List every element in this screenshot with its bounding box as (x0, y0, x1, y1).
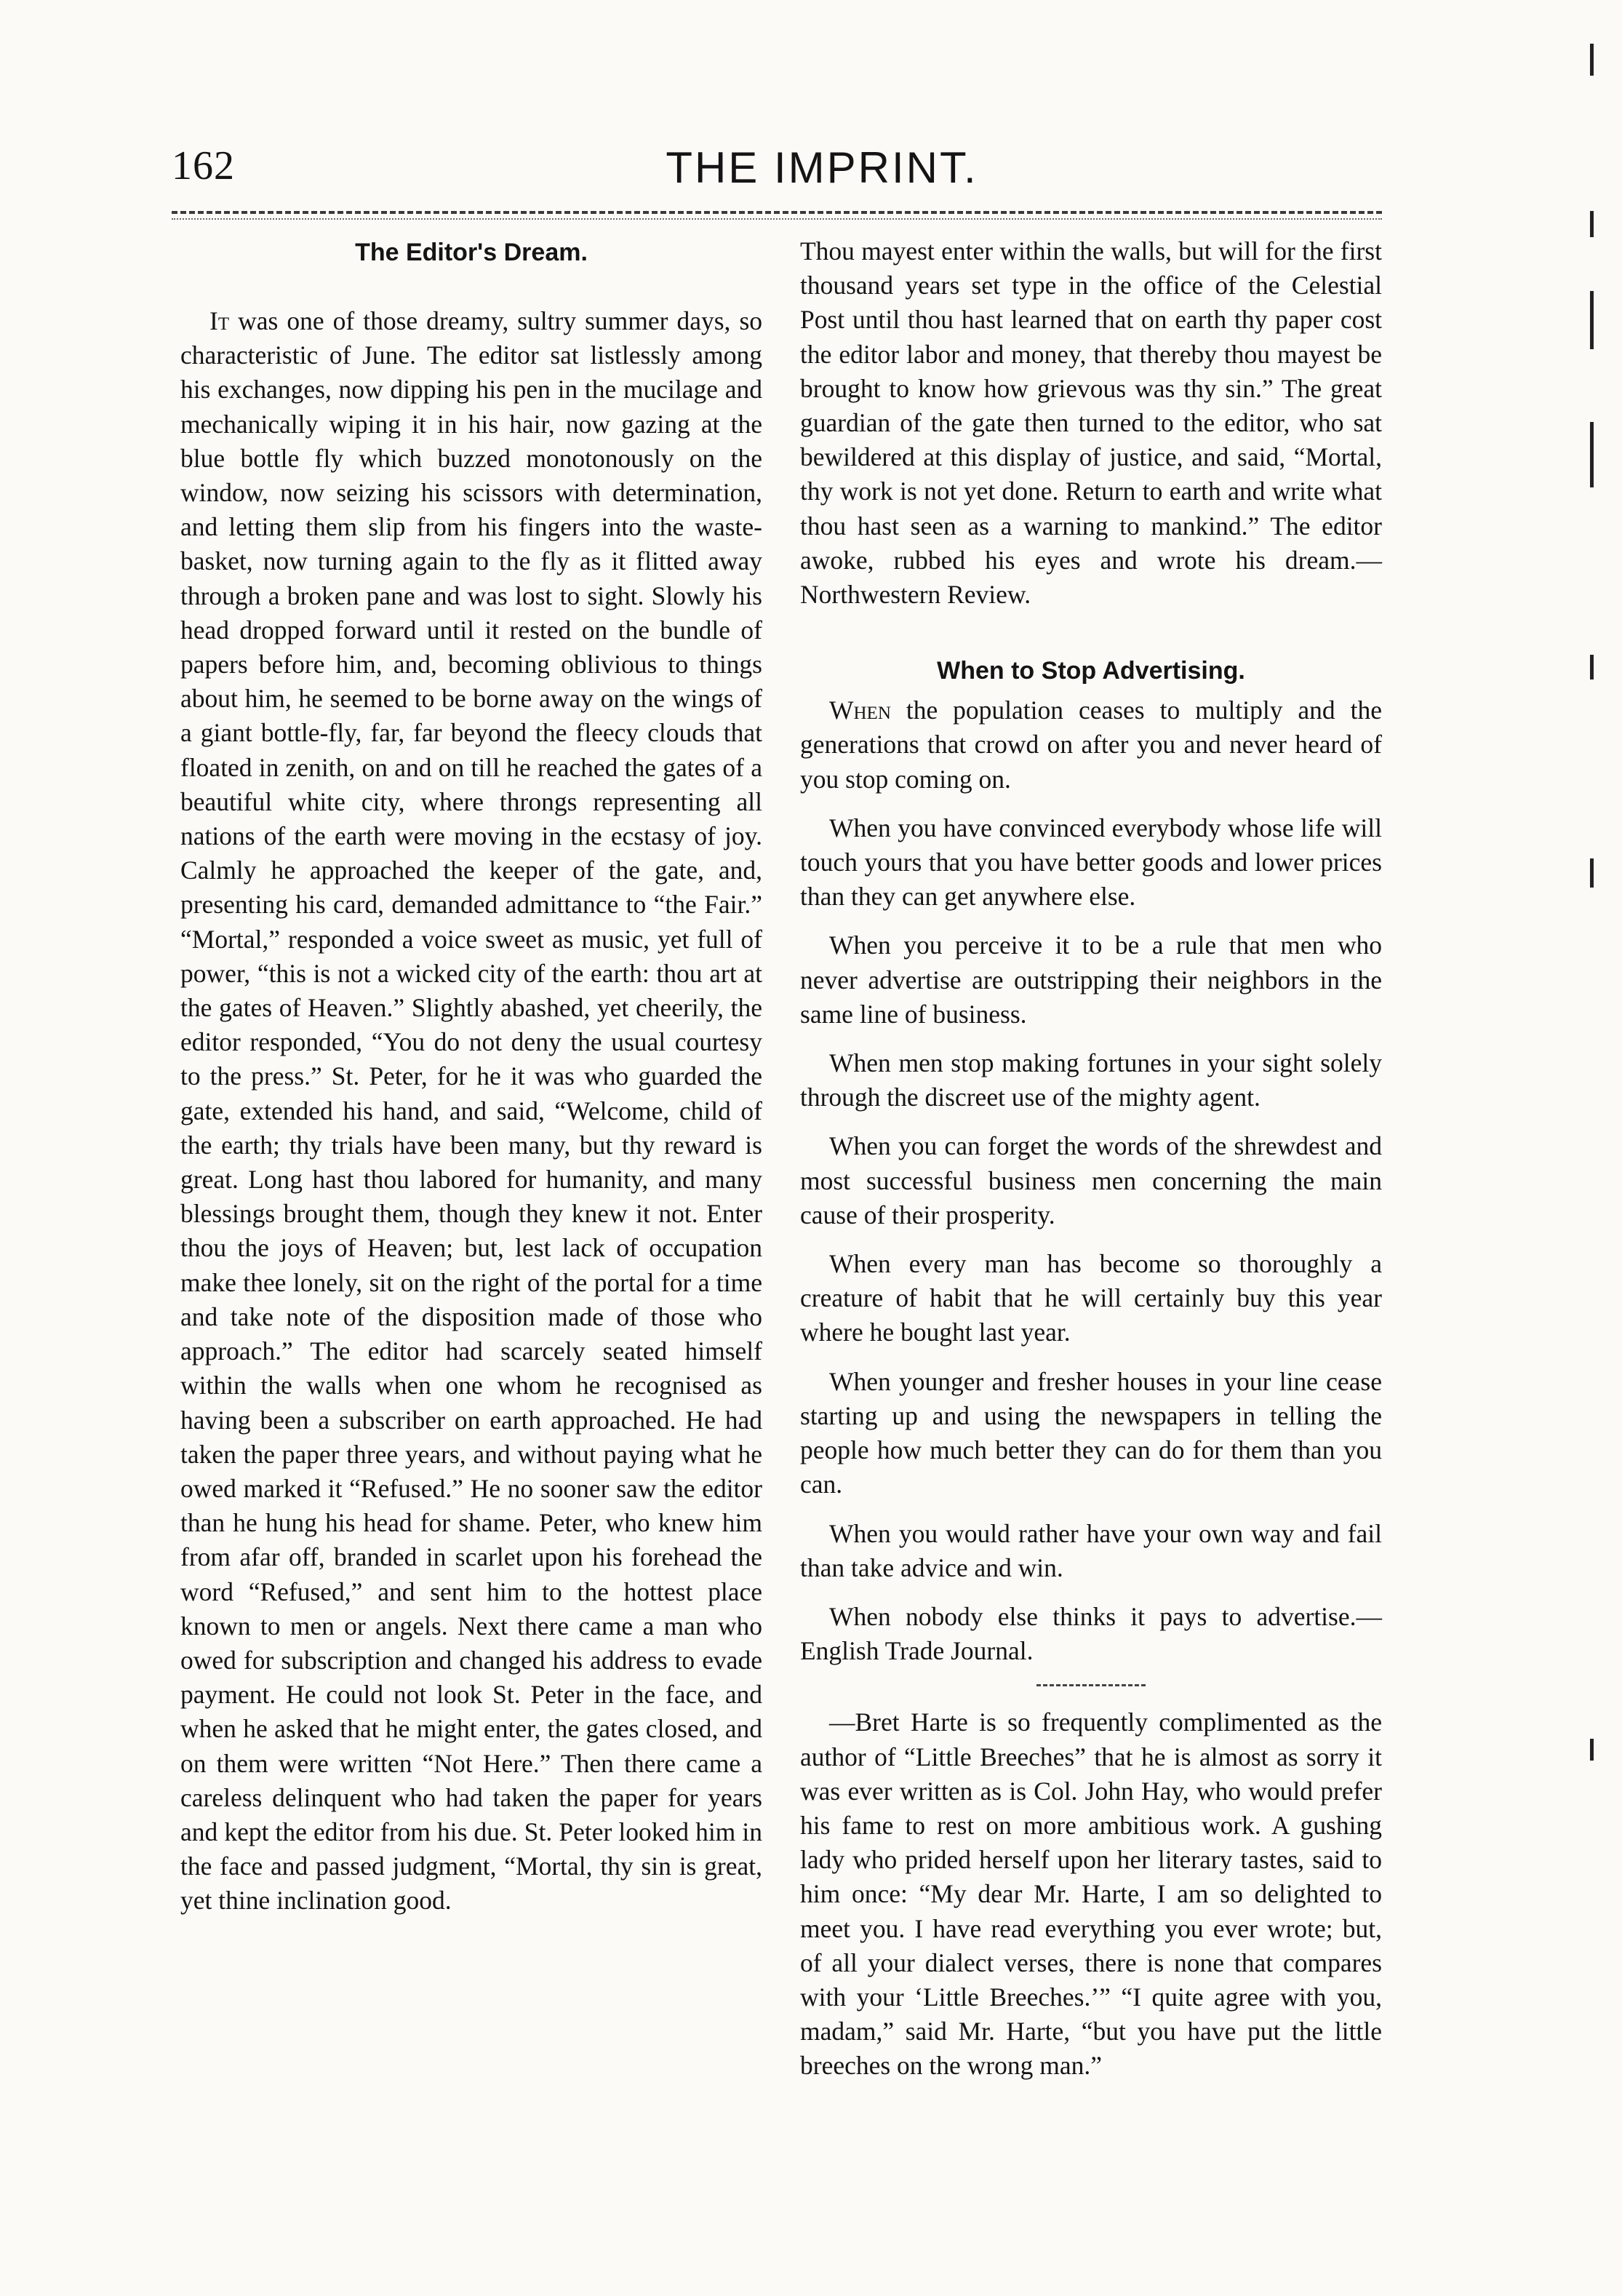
advertising-paragraph: When you have convinced everybody whose life will touch yours that you have better goods and lower prices than they can get anywhere else. (800, 813, 1382, 912)
page-number: 162 (172, 143, 235, 188)
drop-word: When (829, 695, 891, 725)
advertising-paragraph: When you can forget the words of the shrewdest and most successful business men concerning the main cause of their prosperity. (800, 1131, 1382, 1229)
scan-edge-marks (1586, 29, 1607, 2284)
advertising-paragraph: When nobody else thinks it pays to advertise.—English Trade Journal. (800, 1601, 1382, 1666)
section-separator (1036, 1684, 1146, 1686)
advertising-paragraph: When men stop making fortunes in your sight solely through the discreet use of the mighty agent. (800, 1048, 1382, 1112)
article-body-editors-dream (180, 304, 762, 1918)
advertising-paragraph: When younger and fresher houses in your line cease starting up and using the newspapers in telling the people how much better they can do for them than you can. (800, 1366, 1382, 1499)
scan-mark (1590, 44, 1594, 76)
article-text: was one of those dreamy, sultry summer days, so characteristic of June. The editor sat listlessly among his exchanges, now dipping his pen in the mucilage and mechanically wiping it in his hair, now gazing at the blue bottle fly which buzzed monotonously on the window, now seizing his scissors with determination, and letting them slip from his fingers into the waste-basket, now turning again to the fly as it flitted away through a broken pane and was lost to sight. Slowly his head dropped forward until it rested on the bundle of papers before him, and, becoming oblivious to things about him, he seemed to be borne away on the wings of a giant bottle-fly, far, far beyond the fleecy clouds that floated in zenith, on and on till he reached the gates of a beautiful white city, where throngs representing all nations of the earth were moving in the ecstasy of joy. Calmly he approached the keeper of the gate, and, presenting his card, demanded admittance to “the Fair.” “Mortal,” responded a voice sweet as music, yet full of power, “this is not a wicked city of the earth: thou art at the gates of Heaven.” Slightly abashed, yet cheerily, the editor responded, “You do not deny the usual courtesy to the press.” St. Peter, for he it was who guarded the gate, extended his hand, and said, “Welcome, child of the earth; thy trials have been many, but thy reward is great. Long hast thou labored for humanity, and many blessings brought them, though they knew it not. Enter thou the joys of Heaven; but, lest lack of occupation make thee lonely, sit on the right of the portal for a time and take note of the disposition made of those who approach.” The editor had scarcely seated himself within the walls when one whom he recognised as having been a subscriber on earth approached. He had taken the paper three years, and without paying what he owed marked it “Refused.” He no sooner saw the editor than he hung his head for shame. Peter, who knew him from afar off, branded in scarlet upon his forehead the word “Refused,” and sent him to the hottest place known to men or angels. Next there came a man who owed for subscription and changed his address to evade payment. He could not look St. Peter in the face, and when he asked that he might enter, the gates closed, and on them were written “Not Here.” Then there came a careless delinquent who had taken the paper for years and kept the editor from his due. St. Peter looked him in the face and passed judgment, “Mortal, thy sin is great, yet thine inclination good. (180, 306, 763, 1916)
header-rule-secondary (172, 218, 1382, 220)
running-head: THE IMPRINT. (666, 143, 978, 192)
advertising-paragraph: When you would rather have your own way and fail than take advice and win. (800, 1518, 1382, 1582)
scan-mark (1590, 422, 1594, 487)
drop-word: It (209, 306, 230, 335)
scan-mark (1590, 211, 1594, 237)
right-column (800, 234, 1382, 2084)
article-heading-advertising: When to Stop Advertising. (937, 657, 1245, 685)
bret-harte-note: —Bret Harte is so frequently complimented as the author of “Little Breeches” that he is almost as sorry it was ever written as is Col. John Hay, who would prefer his fame to rest on more ambitious work. A gushing lady who prided herself upon her literary tastes, said to him once: “My dear Mr. Harte, I am so delighted to meet you. I have read everything you ever wrote; but, of all your dialect verses, there is none that compares with your ‘Little Breeches.’” “I quite agree with you, madam,” said Mr. Harte, “but you have put the little breeches on the wrong man.” (800, 1707, 1382, 2081)
advertising-paragraph: When you perceive it to be a rule that men who never advertise are outstripping their neighbors in the same line of business. (800, 930, 1382, 1029)
scan-mark (1590, 858, 1594, 888)
scan-mark (1590, 1739, 1594, 1761)
scan-mark (1590, 655, 1594, 679)
article-continuation: Thou mayest enter within the walls, but will for the first thousand years set type in the office of the Celestial Post until thou hast learned that on earth thy paper cost the editor labor and money, that thereby thou mayest be brought to know how grievous was thy sin.” The great guardian of the gate then turned to the editor, who sat bewildered at this display of justice, and said, “Mortal, thy work is not yet done. Return to earth and write what thou hast seen as a warning to mankind.” The editor awoke, rubbed his eyes and wrote his dream.—Northwestern Review. (800, 236, 1382, 610)
advertising-paragraph: When every man has become so thoroughly a creature of habit that he will certainly buy this year where he bought last year. (800, 1249, 1382, 1347)
article-heading-editors-dream: The Editor's Dream. (355, 239, 588, 266)
scan-mark (1590, 291, 1594, 349)
header-rule (172, 211, 1382, 214)
paragraph-text: the population ceases to multiply and the generations that crowd on after you and never heard of you stop coming on. (800, 695, 1382, 794)
left-column (180, 234, 762, 1918)
advertising-paragraph (800, 693, 1382, 797)
